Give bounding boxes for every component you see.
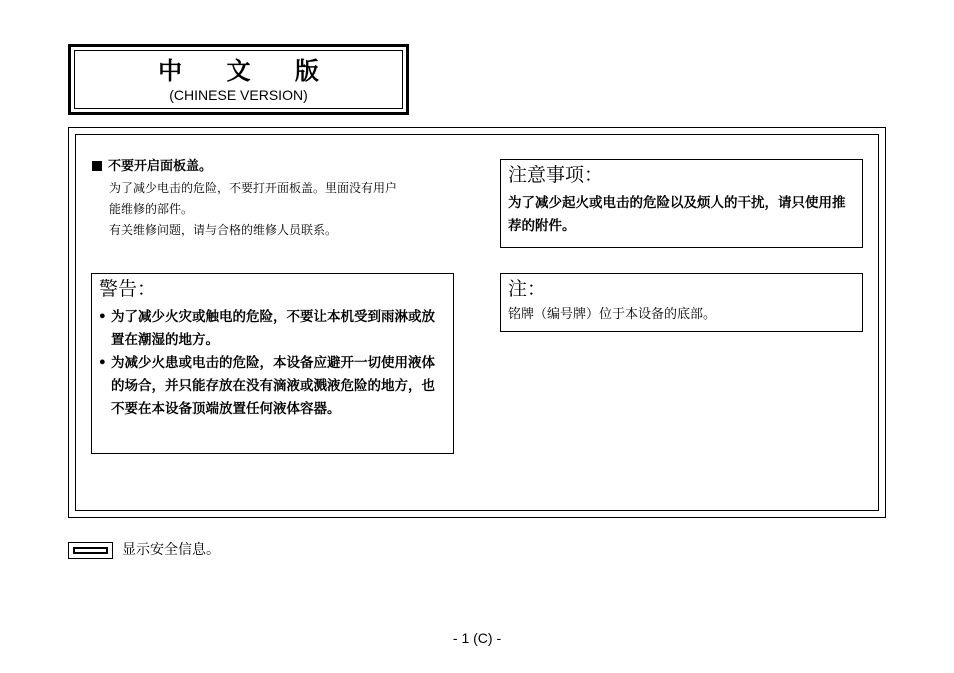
warning-item xyxy=(98,306,446,352)
cover-notice xyxy=(90,158,470,241)
title-box xyxy=(68,44,409,115)
warning-heading: 警告： xyxy=(99,278,157,300)
note-text: 铭牌（编号牌）位于本设备的底部。 xyxy=(508,307,717,322)
note-heading: 注： xyxy=(508,278,547,300)
page-number: - 1 (C) - xyxy=(452,630,502,646)
caution-heading: 注意事项： xyxy=(508,164,604,186)
cover-notice-heading-text: 不要开启面板盖。 xyxy=(108,159,213,174)
page-subtitle: (CHINESE VERSION) xyxy=(169,87,308,103)
square-bullet-icon xyxy=(92,161,102,171)
warning-list xyxy=(92,306,453,421)
note-box xyxy=(500,273,863,332)
cover-notice-line: 能维修的部件。 xyxy=(109,202,194,216)
caution-box xyxy=(500,159,863,248)
safety-info-symbol-inner xyxy=(73,547,108,554)
cover-notice-line: 有关维修问题，请与合格的维修人员联系。 xyxy=(109,223,338,237)
cover-notice-line: 为了减少电击的危险，不要打开面板盖。里面没有用户 xyxy=(109,181,398,195)
bullet-icon: • xyxy=(98,309,107,325)
cover-notice-heading xyxy=(90,158,470,176)
cover-notice-body xyxy=(109,178,470,241)
warning-item-text: 为减少火患或电击的危险，本设备应避开一切使用液体的场合，并只能存放在没有滴液或溅液危险的地方，也不要在本设备顶端放置任何液体容器。 xyxy=(111,355,435,417)
warning-item xyxy=(98,352,446,421)
warning-item-text: 为了减少火灾或触电的危险，不要让本机受到雨淋或放置在潮湿的地方。 xyxy=(111,309,435,348)
page-title: 中 文 版 xyxy=(158,57,337,85)
warning-box xyxy=(91,273,454,454)
safety-info-symbol-icon xyxy=(68,542,113,559)
title-box-inner-frame xyxy=(74,50,403,109)
caution-text: 为了减少起火或电击的危险以及烦人的干扰，请只使用推荐的附件。 xyxy=(508,195,846,234)
bullet-icon: • xyxy=(98,355,107,371)
legend-text: 显示安全信息。 xyxy=(122,542,220,558)
